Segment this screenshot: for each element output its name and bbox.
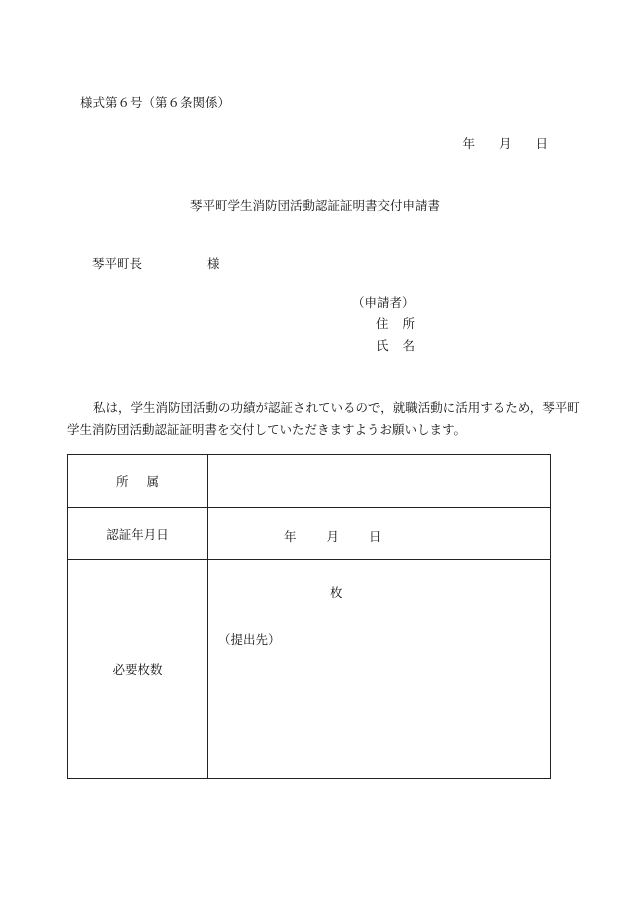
date-day-label: 日 <box>535 136 548 151</box>
form-number: 様式第６号（第６条関係） <box>80 95 231 110</box>
addressee <box>92 258 220 271</box>
copies-field[interactable] <box>208 560 551 779</box>
cert-date-field[interactable] <box>208 508 551 560</box>
affiliation-field[interactable] <box>208 455 551 508</box>
document-title: 琴平町学生消防団活動認証証明書交付申請書 <box>189 198 440 213</box>
cert-date-day-label: 日 <box>369 529 382 544</box>
date-month-label: 月 <box>498 136 512 151</box>
applicant-name-label <box>376 340 415 353</box>
cert-date-label: 認証年月日 <box>68 508 208 560</box>
affiliation-label-char-2: 属 <box>146 474 160 489</box>
copies-unit: 枚 <box>330 585 343 600</box>
name-label-char-2: 名 <box>402 338 416 353</box>
addressee-name: 琴平町長 <box>92 256 143 271</box>
date-year-label: 年 <box>462 136 475 151</box>
address-label-char-1: 住 <box>376 316 389 331</box>
request-statement-line-1: 私は，学生消防団活動の功績が認証されているので，就職活動に活用するため，琴平町 <box>93 400 580 415</box>
application-date <box>462 138 548 151</box>
table-row-cert-date <box>68 508 551 560</box>
affiliation-label-char-1: 所 <box>115 474 129 489</box>
request-statement <box>67 397 580 441</box>
table-row-copies <box>68 560 551 779</box>
addressee-honorific: 様 <box>207 256 220 271</box>
copies-label: 必要枚数 <box>68 560 208 779</box>
request-statement-line-2: 学生消防団活動認証証明書を交付していただきますようお願いします。 <box>67 422 467 437</box>
submit-to-label: （提出先） <box>218 632 281 647</box>
applicant-label: （申請者） <box>352 295 415 310</box>
cert-date-month-label: 月 <box>326 529 340 544</box>
address-label-char-2: 所 <box>402 316 416 331</box>
table-row-affiliation <box>68 455 551 508</box>
applicant-address-label <box>376 318 415 331</box>
name-label-char-1: 氏 <box>376 338 389 353</box>
cert-date-placeholder <box>284 531 382 544</box>
application-table <box>67 454 551 779</box>
affiliation-label <box>68 455 208 508</box>
cert-date-year-label: 年 <box>284 529 297 544</box>
